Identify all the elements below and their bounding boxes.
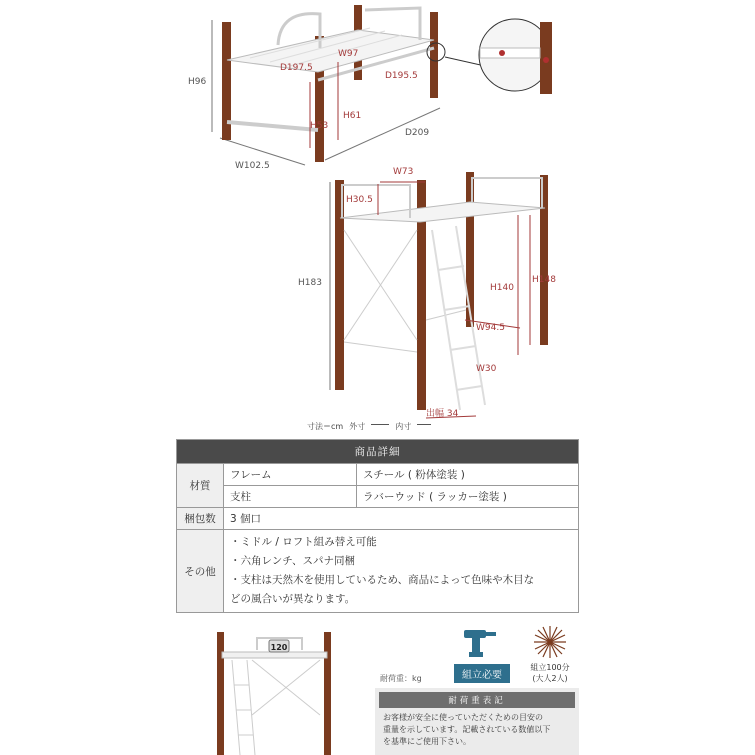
dim-h30: H30.5 <box>346 195 373 205</box>
assembly-time-block <box>520 624 580 684</box>
load-text-line: 重量を示しています。記載されている数値以下 <box>383 725 551 734</box>
dim-w94: W94.5 <box>476 323 505 333</box>
assembly-people: (大人2人) <box>532 674 568 683</box>
post-value: ラバーウッド ( ラッカー塗装 ) <box>357 486 579 508</box>
load-unit: 耐荷重：kg <box>380 674 422 683</box>
spec-header: 商品詳細 <box>177 440 579 464</box>
dim-h61: H61 <box>343 111 362 121</box>
load-badge: 120 <box>270 643 288 652</box>
dim-w102: W102.5 <box>235 161 270 171</box>
package-label: 梱包数 <box>177 508 224 530</box>
inner-arrow-icon <box>417 424 431 425</box>
load-text <box>375 708 579 752</box>
note-item: ・支柱は天然木を使用しているため、商品によって色味や木目な <box>230 574 535 586</box>
dim-h140: H140 <box>490 283 514 293</box>
dim-w30: W30 <box>476 364 497 374</box>
outer-arrow-icon <box>371 424 389 425</box>
legend-inner: 内寸 <box>395 422 412 431</box>
load-bed-diagram <box>212 630 342 755</box>
assembly-block <box>447 624 517 683</box>
assembly-required-badge: 組立必要 <box>454 664 510 683</box>
legend-outer: 外寸 <box>349 422 366 431</box>
notes-cell <box>224 530 579 613</box>
dim-w73: W73 <box>393 167 414 177</box>
frame-value: スチール ( 粉体塗装 ) <box>357 464 579 486</box>
note-item: ・六角レンチ、スパナ同梱 <box>230 555 356 567</box>
frame-label: フレーム <box>224 464 357 486</box>
dim-h96: H96 <box>188 77 207 87</box>
assembly-time: 組立100分 <box>530 663 570 672</box>
dim-depth: 出幅 34 <box>426 409 459 419</box>
dim-h148: H148 <box>532 275 556 285</box>
dim-h183: H183 <box>298 278 322 288</box>
drill-icon <box>462 624 502 658</box>
load-info-box <box>375 688 579 755</box>
note-item: どの風合いが異なります。 <box>230 593 356 605</box>
dim-d197: D197.5 <box>280 63 313 73</box>
post-label: 支柱 <box>224 486 357 508</box>
clock-icon <box>532 624 568 660</box>
package-value: 3 個口 <box>224 508 579 530</box>
other-label: その他 <box>177 530 224 613</box>
dim-h53: H53 <box>310 121 329 131</box>
middle-bed-diagram <box>180 0 755 180</box>
legend-unit: 寸法＝cm <box>307 422 344 431</box>
load-title: 耐荷重表記 <box>379 692 575 708</box>
dim-w97: W97 <box>338 49 359 59</box>
dim-d195: D195.5 <box>385 71 418 81</box>
load-text-line: を基準にご使用下さい。 <box>383 737 471 746</box>
dim-d209: D209 <box>405 128 430 138</box>
material-label: 材質 <box>177 464 224 508</box>
loft-bed-diagram <box>280 160 600 440</box>
note-item: ・ミドル / ロフト組み替え可能 <box>230 536 377 548</box>
dimension-legend <box>307 421 431 432</box>
post <box>430 12 438 98</box>
load-text-line: お客様が安全に使っていただくための目安の <box>383 713 543 722</box>
spec-table <box>176 439 579 613</box>
